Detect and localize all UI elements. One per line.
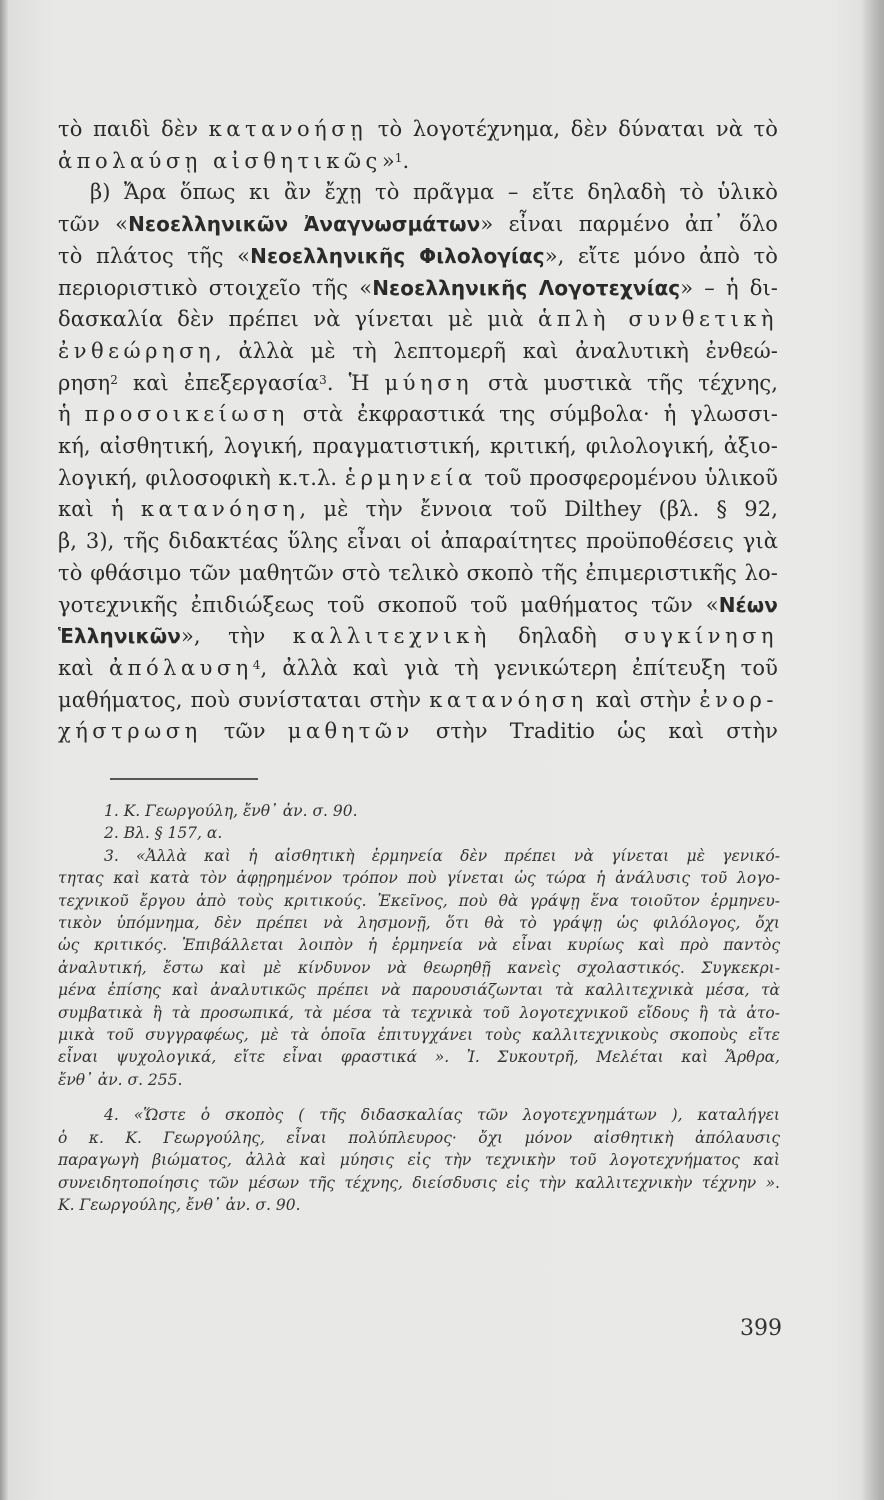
footnote-ref: 4	[252, 657, 261, 672]
page-number: 399	[740, 1316, 782, 1341]
footnote-2: 2. Βλ. § 157, α.	[104, 824, 223, 843]
footnote-ref: 2	[110, 372, 118, 387]
footnote-3-line: συμβατικὰ ἢ τὰ προσωπικά, τὰ μέσα τὰ τεχνικὰ τοῦ λογοτεχνικοῦ εἴδους ἢ τὰ ἀτο-	[58, 1003, 780, 1022]
text-line: τῶν «Νεοελληνικῶν Ἀναγνωσμάτων» εἶναι παρμένο ἀπ᾽ ὅλο	[58, 212, 778, 237]
text-line: περιοριστικὸ στοιχεῖο τῆς «Νεοελληνικῆς Λογοτεχνίας» – ἡ δι-	[58, 275, 778, 300]
text-line: τὸ παιδὶ δὲν κατανοήσῃ τὸ λογοτέχνημα, δὲν δύναται νὰ τὸ	[58, 117, 778, 141]
text-line: τὸ φθάσιμο τῶν μαθητῶν στὸ τελικὸ σκοπὸ τῆς ἐπιμεριστικῆς λο-	[58, 560, 778, 585]
footnote-separator	[110, 778, 258, 780]
main-text	[58, 114, 778, 748]
footnote-1: 1. Κ. Γεωργούλη, ἔνθ᾽ ἀν. σ. 90.	[104, 802, 358, 820]
text-line: κή, αἰσθητική, λογική, πραγματιστική, κριτική, φιλολογική, ἀξιο-	[58, 434, 778, 459]
footnote-4-line: Κ. Γεωργούλης, ἔνθ᾽ ἀν. σ. 90.	[58, 1195, 301, 1214]
footnote-3-line: μικὰ τοῦ συγγραφέως, μὲ τὰ ὁποῖα ἐπιτυγχάνει τοὺς καλλιτεχνικοὺς σκοποὺς εἴτε	[58, 1026, 780, 1045]
footnote-3-line: ὡς κριτικός. Ἐπιβάλλεται λοιπὸν ἡ ἑρμηνεία νὰ εἶναι κυρίως καὶ πρὸ παντὸς	[58, 936, 780, 955]
footnote-3-line: τικὸν ὑπόμνημα, δὲν πρέπει νὰ λησμονῇ, ὅτι θὰ τὸ γράψῃ ὡς φιλόλογος, ὄχι	[58, 914, 780, 933]
text-line: χήστρωση τῶν μαθητῶν στὴν Traditio ὡς καὶ στὴν	[58, 719, 778, 744]
footnote-3-line: μένα ἐπίσης καὶ ἀναλυτικῶς πρέπει νὰ παρουσιάζωνται τὰ καλλιτεχνικὰ μέσα, τὰ	[58, 981, 780, 1000]
text-line: δασκαλία δὲν πρέπει νὰ γίνεται μὲ μιὰ ἁπλὴ συνθετικὴ	[58, 307, 778, 332]
text-line: καὶ ἡ κατανόηση, μὲ τὴν ἔννοια τοῦ Dilthey (βλ. § 92,	[58, 497, 779, 522]
footnote-3-line: εἶναι ψυχολογικά, εἴτε εἶναι φραστικά ». Ἰ. Συκουτρῆ, Μελέται καὶ Ἄρθρα,	[58, 1048, 780, 1067]
text-line: τὸ πλάτος τῆς «Νεοελληνικῆς Φιλολογίας», εἴτε μόνο ἀπὸ τὸ	[58, 243, 778, 268]
paragraph-start: β) Ἄρα ὅπως κι ἂν ἔχῃ τὸ πρᾶγμα – εἴτε δηλαδὴ τὸ ὑλικὸ	[90, 180, 778, 205]
footnote-ref: 3	[319, 372, 327, 387]
footnote-ref: 1	[394, 150, 403, 165]
footnote-4-line: 4. «Ὥστε ὁ σκοπὸς ( τῆς διδασκαλίας τῶν λογοτεχνημάτων ), καταλήγει	[104, 1106, 780, 1125]
footnote-4-line: παραγωγὴ βιώματος, ἀλλὰ καὶ μύησις εἰς τὴν τεχνικὴν τοῦ λογοτεχνήματος καὶ	[58, 1151, 780, 1170]
page-left-edge	[0, 0, 8, 1500]
footnote-3-line: τεχνικοῦ ἔργου ἀπὸ τοὺς κριτικούς. Ἐκεῖνος, ποὺ θὰ γράψῃ ἕνα τοιοῦτον ἑρμηνευ-	[58, 891, 780, 910]
text-line: ἐνθεώρηση, ἀλλὰ μὲ τὴ λεπτομερῆ καὶ ἀναλυτικὴ ἐνθεώ-	[58, 338, 778, 363]
text-line: λογική, φιλοσοφικὴ κ.τ.λ. ἑρμηνεία τοῦ προσφερομένου ὑλικοῦ	[58, 465, 779, 490]
text-line: ἡ προσοικείωση στὰ ἐκφραστικά της σύμβολα· ἡ γλωσσι-	[58, 402, 778, 427]
text-line: Ἑλληνικῶν», τὴν καλλιτεχνικὴ δηλαδὴ συγκίνηση	[58, 624, 778, 649]
text-line: ρηση$^2$ καὶ ἐπεξεργασία$^3$. Ἡ μύηση στὰ μυστικὰ τῆς τέχνης,	[58, 370, 779, 395]
footnote-gap	[58, 1091, 780, 1104]
footnote-3-line: ἔνθ᾽ ἀν. σ. 255.	[58, 1070, 183, 1089]
text-line: μαθήματος, ποὺ συνίσταται στὴν κατανόηση καὶ στὴν ἐνορ-	[58, 687, 778, 712]
footnote-3-line: 3. «Ἀλλὰ καὶ ἡ αἰσθητικὴ ἑρμηνεία δὲν πρέπει νὰ γίνεται μὲ γενικό-	[104, 846, 780, 865]
footnote-3-line: ἀναλυτική, ἔστω καὶ μὲ κίνδυνον νὰ θεωρηθῇ κανεὶς σχολαστικός. Συγκεκρι-	[58, 958, 780, 977]
footnote-4-line: συνειδητοποίησις τῶν μέσων τῆς τέχνης, διείσδυσις εἰς τὴν καλλιτεχνικὴν τέχνην ».	[58, 1173, 780, 1192]
text-line: γοτεχνικῆς ἐπιδιώξεως τοῦ σκοποῦ τοῦ μαθήματος τῶν «Νέων	[58, 592, 778, 617]
footnote-4-line: ὁ κ. Κ. Γεωργούλης, εἶναι πολύπλευρος· ὄχι μόνον αἰσθητικὴ ἀπόλαυσις	[58, 1128, 780, 1147]
footnotes	[58, 800, 780, 1216]
text-line: καὶ ἀπόλαυση$^4$, ἀλλὰ καὶ γιὰ τὴ γενικώτερη ἐπίτευξη τοῦ	[58, 655, 778, 680]
page-right-edge	[860, 0, 884, 1500]
text-line: β, 3), τῆς διδακτέας ὕλης εἶναι οἱ ἀπαραίτητες προϋποθέσεις γιὰ	[58, 529, 778, 554]
footnote-3-line: τητας καὶ κατὰ τὸν ἀφῃρημένον τρόπον ποὺ γίνεται ὡς τώρα ἡ ἀνάλυσις τοῦ λογο-	[58, 869, 780, 888]
text-line: ἀπολαύσῃ αἰσθητικῶς»$^1$.	[58, 148, 410, 173]
